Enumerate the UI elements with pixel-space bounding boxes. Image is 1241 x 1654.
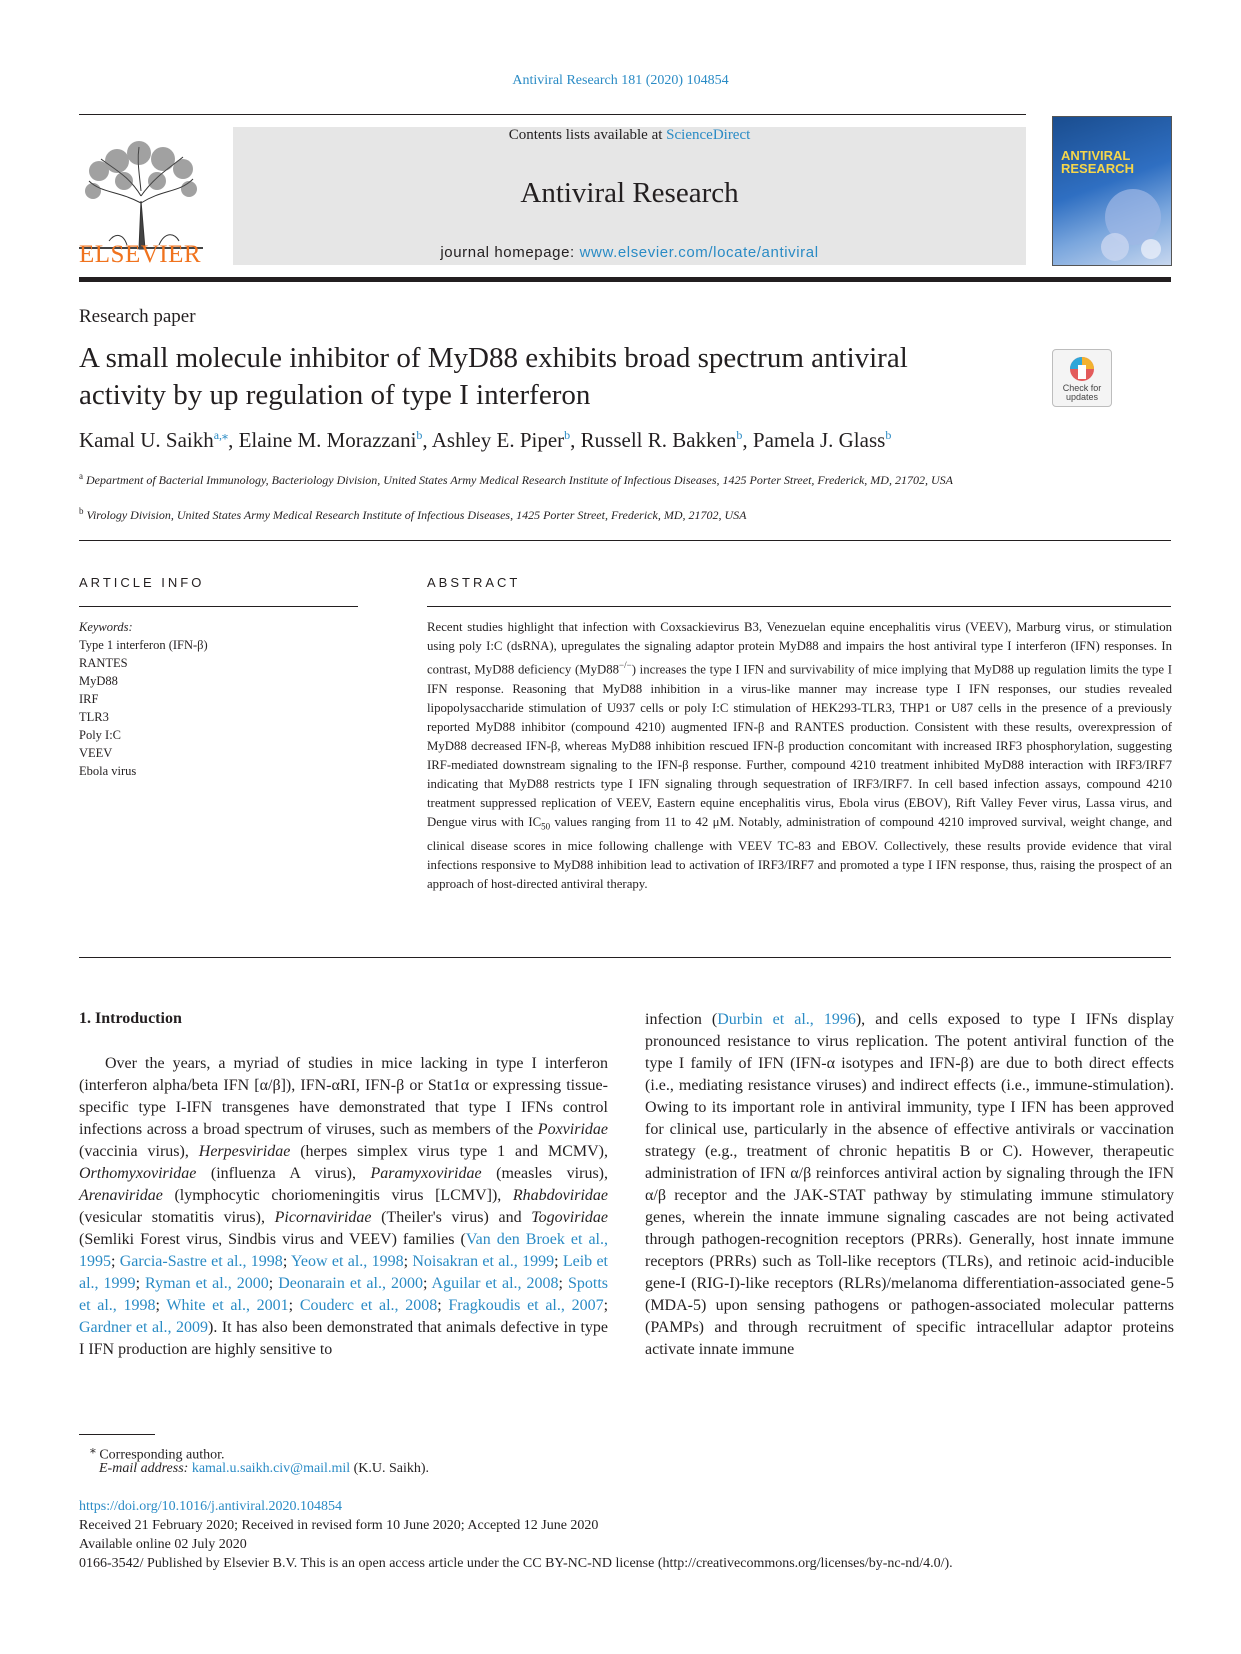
homepage-line xyxy=(233,244,1026,261)
abstract-part: ) increases the type I IFN and survivability of mice implying that MyD88 up regulation limits the type I IFN response. Reasoning that MyD88 inhibition in a virus-like manner may increase type I IFN responses, our studies revealed lipopolysaccharide stimulation of U937 cells or poly I:C stimulation of HEK293-TLR3, THP1 or U87 cells in the presence of a previously reported MyD88 inhibitor (compound 4210) augmented IFN-β and RANTES production. Consistent with these results, overexpression of MyD88 decreased IFN-β, whereas MyD88 inhibition rescued IFN-β production concomitant with increased IRF3 phosphorylation, suggesting IRF-mediated downstream signaling to the IFN-β response. Further, compound 4210 treatment inhibited MyD88 interaction with IRF3/IRF7 indicating that MyD88 restricts type I IFN signaling through sequestration of IRF3/IRF7. In cell based infection assays, compound 4210 treatment suppressed replication of VEEV, Eastern equine encephalitis virus, Ebola virus (EBOV), Rift Valley Fever virus, Lassa virus, and Dengue virus with IC xyxy=(427,662,1172,830)
taxon-name: Orthomyxoviridae xyxy=(79,1165,197,1182)
body-text: Over the years, a myriad of studies in mice lacking in type I interferon (interferon alpha/beta IFN [α/β]), IFN-αRI, IFN-β or Stat1α or expressing tissue-specific type I-IFN transgenes have demonstrated that type I IFNs control infections across a broad spectrum of viruses, such as members of the xyxy=(79,1055,608,1138)
license-note: 0166-3542/ Published by Elsevier B.V. This is an open access article under the CC BY-NC-ND license (http://creativecommons.org/licenses/by-nc-nd/4.0/). xyxy=(79,1556,953,1571)
keyword: TLR3 xyxy=(79,710,109,724)
reference-link[interactable]: Van den Broek et al., 1995 xyxy=(79,1231,608,1270)
reference-link[interactable]: Noisakran et al., 1999 xyxy=(412,1253,555,1270)
body-text: (influenza A virus), xyxy=(196,1165,371,1182)
reference-link[interactable]: Gardner et al., 2009 xyxy=(79,1319,209,1336)
keyword: Type 1 interferon (IFN-β) xyxy=(79,638,208,652)
body-text: ; xyxy=(403,1253,413,1270)
cover-virus-art-icon xyxy=(1093,177,1171,265)
doi-link[interactable]: https://doi.org/10.1016/j.antiviral.2020.104854 xyxy=(79,1499,343,1514)
keyword: MyD88 xyxy=(79,674,118,688)
keyword: Ebola virus xyxy=(79,764,137,778)
author-list: Kamal U. Saikh$^{a,⁎}$, Elaine M. Morazzani$^b$, Ashley E. Piper$^b$, Russell R. Bakken$^b$, Pamela J. Glass$^b$ xyxy=(79,428,892,452)
reference-link[interactable]: Aguilar et al., 2008 xyxy=(431,1275,559,1292)
body-text: (vaccinia virus), xyxy=(79,1143,199,1160)
body-text: ; xyxy=(437,1297,449,1314)
intro-paragraph xyxy=(79,1053,608,1361)
taxon-name: Togoviridae xyxy=(531,1209,608,1226)
affiliation-b xyxy=(79,503,1039,524)
homepage-link[interactable]: www.elsevier.com/locate/antiviral xyxy=(579,244,819,261)
abstract-heading: ABSTRACT xyxy=(427,575,521,590)
section-heading-introduction: 1. Introduction xyxy=(79,1010,182,1027)
intro-right-column xyxy=(645,1009,1174,1361)
homepage-prefix: journal homepage: xyxy=(440,244,575,261)
affiliation-text: Virology Division, United States Army Medical Research Institute of Infectious Diseases, 1425 Porter Street, Frederick, MD, 21702, USA xyxy=(86,508,747,522)
author-affiliation-mark[interactable]: b xyxy=(736,428,743,442)
available-online: Available online 02 July 2020 xyxy=(79,1537,247,1552)
body-text: ; xyxy=(422,1275,432,1292)
divider xyxy=(79,540,1171,541)
contents-line xyxy=(233,127,1026,144)
reference-link[interactable]: Durbin et al., 1996 xyxy=(717,1011,856,1028)
body-text: (herpes simplex virus type 1 and MCMV), xyxy=(290,1143,609,1160)
keywords-label: Keywords: xyxy=(79,620,133,634)
article-type: Research paper xyxy=(79,306,196,327)
taxon-name: Picornaviridae xyxy=(274,1209,372,1226)
reference-link[interactable]: Couderc et al., 2008 xyxy=(299,1297,438,1314)
abstract-text xyxy=(427,618,1172,894)
journal-cover-thumbnail[interactable] xyxy=(1052,116,1172,266)
email-suffix: (K.U. Saikh). xyxy=(353,1461,430,1476)
email-link[interactable]: kamal.u.saikh.civ@mail.mil xyxy=(191,1461,351,1476)
reference-link[interactable]: Garcia-Sastre et al., 1998 xyxy=(119,1253,283,1270)
reference-link[interactable]: Spotts et al., 1998 xyxy=(79,1275,609,1314)
body-text: ; xyxy=(288,1297,300,1314)
reference-link[interactable]: Leib et al., 1999 xyxy=(79,1253,608,1292)
crossmark-icon xyxy=(1068,355,1096,383)
body-text: ), and cells exposed to type I IFNs display pronounced resistance to virus replication. The potent antiviral function of the type I family of IFN (IFN-α isotypes and IFN-β) are due to both direct effects (i.e., mediating resistance viruses) and indirect effects (i.e., immune-stimulation). Owing to its important role in antiviral immunity, type I IFN has been approved for clinical use, particularly in the absence of effective antivirals or vaccination strategy (e.g., treatment of chronic hepatitis B or C). However, therapeutic administration of IFN α/β reinforces antiviral action by signaling through the IFN α/β receptor and the JAK-STAT pathway by stimulating immune stimulatory genes, wherein the innate immune signaling cascades are not being activated through pathogen-recognition receptors (PRRs). Generally, host innate immune receptors (PRRs) such as Toll-like receptors (TLRs), and retinoic acid-inducible gene-I (RIG-I)-like receptors (RLRs)/melanoma differentiation-associated gene-5 (MDA-5) upon sensing pathogens or pathogen-associated molecular patterns (PAMPs) and through recruitment of specific intracellular adaptor proteins activate innate immune xyxy=(645,1011,1174,1358)
keywords-block xyxy=(79,618,208,780)
body-text: ; xyxy=(554,1253,563,1270)
keyword: RANTES xyxy=(79,656,128,670)
author-name[interactable]: Elaine M. Morazzani xyxy=(238,428,417,452)
header-top-rule xyxy=(79,114,1026,115)
check-for-updates-button[interactable] xyxy=(1052,349,1112,407)
contents-prefix: Contents lists available at xyxy=(508,127,663,143)
keyword: IRF xyxy=(79,692,99,706)
body-text: ; xyxy=(268,1275,279,1292)
corresponding-author-text: Corresponding author. xyxy=(99,1447,225,1463)
body-text: ; xyxy=(558,1275,569,1292)
author-affiliation-mark[interactable]: b xyxy=(885,428,892,442)
intro-paragraph xyxy=(645,1009,1174,1361)
author-name[interactable]: Kamal U. Saikh xyxy=(79,428,214,452)
footnote-mark: ⁎ xyxy=(90,1443,96,1456)
article-info-heading: ARTICLE INFO xyxy=(79,575,205,590)
taxon-name: Paramyxoviridae xyxy=(370,1165,482,1182)
sciencedirect-link[interactable]: ScienceDirect xyxy=(666,127,751,143)
divider xyxy=(427,606,1171,607)
author-name[interactable]: Ashley E. Piper xyxy=(431,428,565,452)
body-text: ). It has also been demonstrated that animals defective in type I IFN production are highly sensitive to xyxy=(79,1319,608,1358)
body-text: infection ( xyxy=(645,1011,718,1028)
body-text: ; xyxy=(282,1253,291,1270)
reference-link[interactable]: Yeow et al., 1998 xyxy=(290,1253,404,1270)
body-text: ; xyxy=(603,1297,609,1314)
reference-link[interactable]: Deonarain et al., 2000 xyxy=(278,1275,423,1292)
elsevier-wordmark[interactable]: ELSEVIER xyxy=(79,241,202,268)
body-text: ; xyxy=(135,1275,146,1292)
email-note xyxy=(99,1459,429,1478)
body-text: ; xyxy=(155,1297,167,1314)
body-text: ; xyxy=(111,1253,120,1270)
intro-left-column xyxy=(79,1053,608,1361)
author-name[interactable]: Russell R. Bakken xyxy=(580,428,737,452)
header-thick-rule xyxy=(79,277,1171,282)
reference-link[interactable]: Ryman et al., 2000 xyxy=(145,1275,269,1292)
email-label: E-mail address: xyxy=(99,1461,189,1476)
author-name[interactable]: Pamela J. Glass xyxy=(752,428,886,452)
taxon-name: Rhabdoviridae xyxy=(512,1187,608,1204)
affiliation-a xyxy=(79,468,1039,489)
article-title: A small molecule inhibitor of MyD88 exhibits broad spectrum antiviral activity by up regulation of type I interferon xyxy=(79,342,908,411)
body-text: (Semliki Forest virus, Sindbis virus and VEEV) families ( xyxy=(79,1231,466,1248)
taxon-name: Poxviridae xyxy=(537,1121,608,1138)
body-text: (vesicular stomatitis virus), xyxy=(79,1209,275,1226)
reference-link[interactable]: White et al., 2001 xyxy=(166,1297,289,1314)
body-text: (lymphocytic choriomeningitis virus [LCMV]), xyxy=(162,1187,513,1204)
affiliation-text: Department of Bacterial Immunology, Bacteriology Division, United States Army Medical Research Institute of Infectious Diseases, 1425 Porter Street, Frederick, MD, 21702, USA xyxy=(86,473,953,487)
author-affiliation-mark[interactable]: b xyxy=(416,428,423,442)
body-text: (Theiler's virus) and xyxy=(371,1209,532,1226)
divider xyxy=(79,606,358,607)
keyword: Poly I:C xyxy=(79,728,122,742)
footnote-rule xyxy=(79,1434,155,1435)
cover-title: ANTIVIRAL RESEARCH xyxy=(1061,148,1134,176)
keyword: VEEV xyxy=(79,746,113,760)
reference-link[interactable]: Fragkoudis et al., 2007 xyxy=(448,1297,604,1314)
affiliation-mark: b xyxy=(79,506,84,516)
abstract-subscript: 50 xyxy=(541,821,551,832)
received-dates: Received 21 February 2020; Received in revised form 10 June 2020; Accepted 12 June 2020 xyxy=(79,1518,599,1533)
crossmark-label: Check for updates xyxy=(1062,383,1102,402)
taxon-name: Herpesviridae xyxy=(198,1143,291,1160)
abstract-superscript: −/− xyxy=(619,660,632,671)
abstract-part: Recent studies highlight that infection with Coxsackievirus B3, Venezuelan equine encephalitis virus (VEEV), Marburg virus, or stimulation using poly I:C (dsRNA), upregulates the signaling adaptor protein MyD88 and impairs the host antiviral type I interferon (IFN) responses. In contrast, MyD88 deficiency (MyD88 xyxy=(427,620,1172,677)
author-affiliation-mark[interactable]: b xyxy=(564,428,571,442)
affiliation-mark: a xyxy=(79,471,83,481)
author-affiliation-mark[interactable]: a,⁎ xyxy=(213,428,229,442)
body-text: (measles virus), xyxy=(481,1165,608,1182)
divider xyxy=(79,957,1171,958)
journal-name: Antiviral Research xyxy=(520,177,739,209)
abstract-part: values ranging from 11 to 42 μM. Notably, administration of compound 4210 improved survival, weight change, and clinical disease scores in mice following challenge with VEEV TC-83 and EBOV. Collectively, these results provide evidence that viral infections responsive to MyD88 inhibition lead to activation of IRF3/IRF7 and promoted a type I IFN response, thus, raising the prospect of an approach of host-directed antiviral therapy. xyxy=(427,815,1172,892)
journal-citation[interactable]: Antiviral Research 181 (2020) 104854 xyxy=(512,73,729,88)
taxon-name: Arenaviridae xyxy=(79,1187,163,1204)
